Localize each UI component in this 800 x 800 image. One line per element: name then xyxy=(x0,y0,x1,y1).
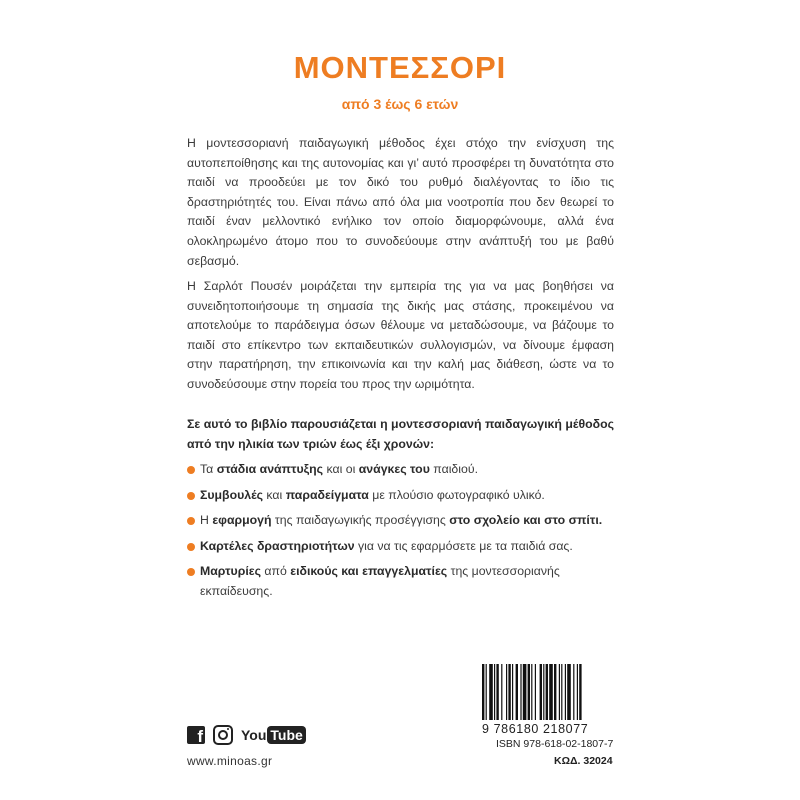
bullet-dot-icon xyxy=(187,517,195,525)
facebook-icon[interactable]: f xyxy=(187,726,205,744)
barcode-bar xyxy=(554,664,556,720)
bullet-dot-icon xyxy=(187,568,195,576)
description-paragraph-3: Σε αυτό το βιβλίο παρουσιάζεται η μοντεσσοριανή παιδαγωγική μέθοδος από την ηλικία των τριών έως έξι χρονών: xyxy=(187,417,614,451)
barcode-bar xyxy=(540,664,542,720)
publisher-website[interactable]: www.minoas.gr xyxy=(187,754,273,768)
barcode-bar xyxy=(494,664,495,720)
description-paragraph-2: Η Σαρλότ Πουσέν μοιράζεται την εμπειρία της για να μας βοηθήσει να συνειδητοποιήσουμε τη σημασία της δικής μας στάσης, προκειμένου να αποτελούμε το παράδειγμα όσων θέλουμε να μεταδώσουμε, να βάζουμε το παιδί στο επίκεντρο των εκπαιδευτικών συλλογισμών, να δίνουμε έμφαση στην παρατήρηση, την επικοινωνία και την καλή μας διάθεση, ώστε να το συνοδεύσουμε στην πορεία του προς την ωριμότητα. xyxy=(187,279,614,391)
barcode-bar xyxy=(496,664,498,720)
barcode-bar xyxy=(567,664,571,720)
barcode-bar xyxy=(561,664,562,720)
barcode-bar xyxy=(501,664,502,720)
barcode-bar xyxy=(508,664,510,720)
barcode-bar xyxy=(486,664,487,720)
bullet-dot-icon xyxy=(187,492,195,500)
bullet-dot-icon xyxy=(187,466,195,474)
product-code: ΚΩΔ. 32024 xyxy=(554,755,613,767)
barcode-number: 9 786180 218077 xyxy=(482,722,589,736)
barcode-bar xyxy=(520,664,521,720)
barcode-bar xyxy=(516,664,518,720)
feature-list xyxy=(187,460,614,608)
bullet-dot-icon xyxy=(187,543,195,551)
barcode xyxy=(482,664,614,720)
barcode-bar xyxy=(549,664,553,720)
isbn: ISBN 978-618-02-1807-7 xyxy=(496,738,614,750)
list-item: Η εφαρμογή της παιδαγωγικής προσέγγισης στο σχολείο και στο σπίτι. xyxy=(187,511,614,531)
barcode-bar xyxy=(559,664,560,720)
list-item: Συμβουλές και παραδείγματα με πλούσιο φωτογραφικό υλικό. xyxy=(187,486,614,506)
list-item: Μαρτυρίες από ειδικούς και επαγγελματίες της μοντεσσοριανής εκπαίδευσης. xyxy=(187,562,614,601)
barcode-bar xyxy=(565,664,566,720)
barcode-bar xyxy=(531,664,532,720)
instagram-icon[interactable] xyxy=(213,725,233,745)
barcode-bar xyxy=(573,664,574,720)
book-title: ΜΟΝΤΕΣΣΟΡΙ xyxy=(293,50,507,85)
barcode-bar xyxy=(512,664,513,720)
book-subtitle: από 3 έως 6 ετών xyxy=(341,96,459,112)
barcode-bar xyxy=(546,664,548,720)
barcode-bar xyxy=(523,664,527,720)
description-paragraph-1: Η μοντεσσοριανή παιδαγωγική μέθοδος έχει στόχο την ενίσχυση της αυτοπεποίθησης και της αυτονομίας και γι’ αυτό προσφέρει τη δυνατότητα στο παιδί να προοδεύει με τον δικό του ρυθμό διαλέγοντας το ίδιο τις δραστηριότητές του. Είναι πάνω από όλα μια νοοτροπία που δεν θεωρεί το παιδί έναν μελλοντικό ενήλικο τον οποίο διαμορφώνουμε, αλλά ένα ολοκληρωμένο άτομο που το συνοδεύουμε στην ανάπτυξή του με βαθύ σεβασμό. xyxy=(187,136,614,268)
list-item: Τα στάδια ανάπτυξης και οι ανάγκες του παιδιού. xyxy=(187,460,614,480)
social-links xyxy=(187,725,306,745)
list-item: Καρτέλες δραστηριοτήτων για να τις εφαρμόσετε με τα παιδιά σας. xyxy=(187,537,614,557)
barcode-bar xyxy=(577,664,578,720)
barcode-bar xyxy=(528,664,530,720)
youtube-icon[interactable]: You Tube xyxy=(241,726,306,744)
barcode-bar xyxy=(489,664,493,720)
barcode-bar xyxy=(543,664,544,720)
barcode-bar xyxy=(535,664,536,720)
barcode-bar xyxy=(482,664,484,720)
barcode-bar xyxy=(506,664,507,720)
barcode-bar xyxy=(579,664,581,720)
